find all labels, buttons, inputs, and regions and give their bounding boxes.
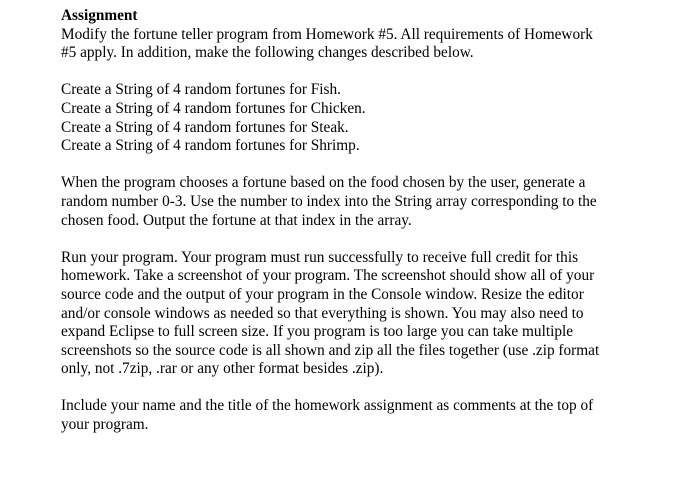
fortune-line-fish: Create a String of 4 random fortunes for Fish. — [61, 81, 341, 99]
fortune-line-steak: Create a String of 4 random fortunes for Steak. — [61, 118, 349, 136]
intro-line: Modify the fortune teller program from Homework #5. All requirements of Homework — [61, 25, 593, 43]
choose-line: random number 0-3. Use the number to index into the String array corresponding to the — [61, 192, 597, 210]
choose-line: When the program chooses a fortune based on the food chosen by the user, generate a — [61, 174, 586, 192]
fortunes-list — [61, 81, 661, 155]
run-paragraph — [61, 249, 661, 379]
assignment-title: Assignment — [61, 7, 138, 24]
run-line: source code and the output of your program in the Console window. Resize the editor — [61, 285, 584, 303]
include-line: your program. — [61, 416, 149, 434]
intro-paragraph — [61, 26, 661, 63]
intro-line: #5 apply. In addition, make the following changes described below. — [61, 44, 474, 62]
fortune-line-shrimp: Create a String of 4 random fortunes for Shrimp. — [61, 137, 360, 155]
run-line: only, not .7zip, .rar or any other format besides .zip). — [61, 360, 384, 378]
include-line: Include your name and the title of the homework assignment as comments at the top of — [61, 397, 594, 415]
run-line: Run your program. Your program must run successfully to receive full credit for this — [61, 248, 579, 266]
include-paragraph — [61, 397, 661, 434]
run-line: and/or console windows as needed so that everything is shown. You may also need to — [61, 304, 584, 322]
choose-line: chosen food. Output the fortune at that index in the array. — [61, 211, 412, 229]
fortune-line-chicken: Create a String of 4 random fortunes for Chicken. — [61, 99, 366, 117]
run-line: homework. Take a screenshot of your program. The screenshot should show all of your — [61, 267, 595, 285]
choose-paragraph — [61, 174, 661, 230]
run-line: expand Eclipse to full screen size. If you program is too large you can take multiple — [61, 323, 574, 341]
assignment-document — [61, 7, 661, 435]
run-line: screenshots so the source code is all shown and zip all the files together (use .zip format — [61, 341, 600, 359]
